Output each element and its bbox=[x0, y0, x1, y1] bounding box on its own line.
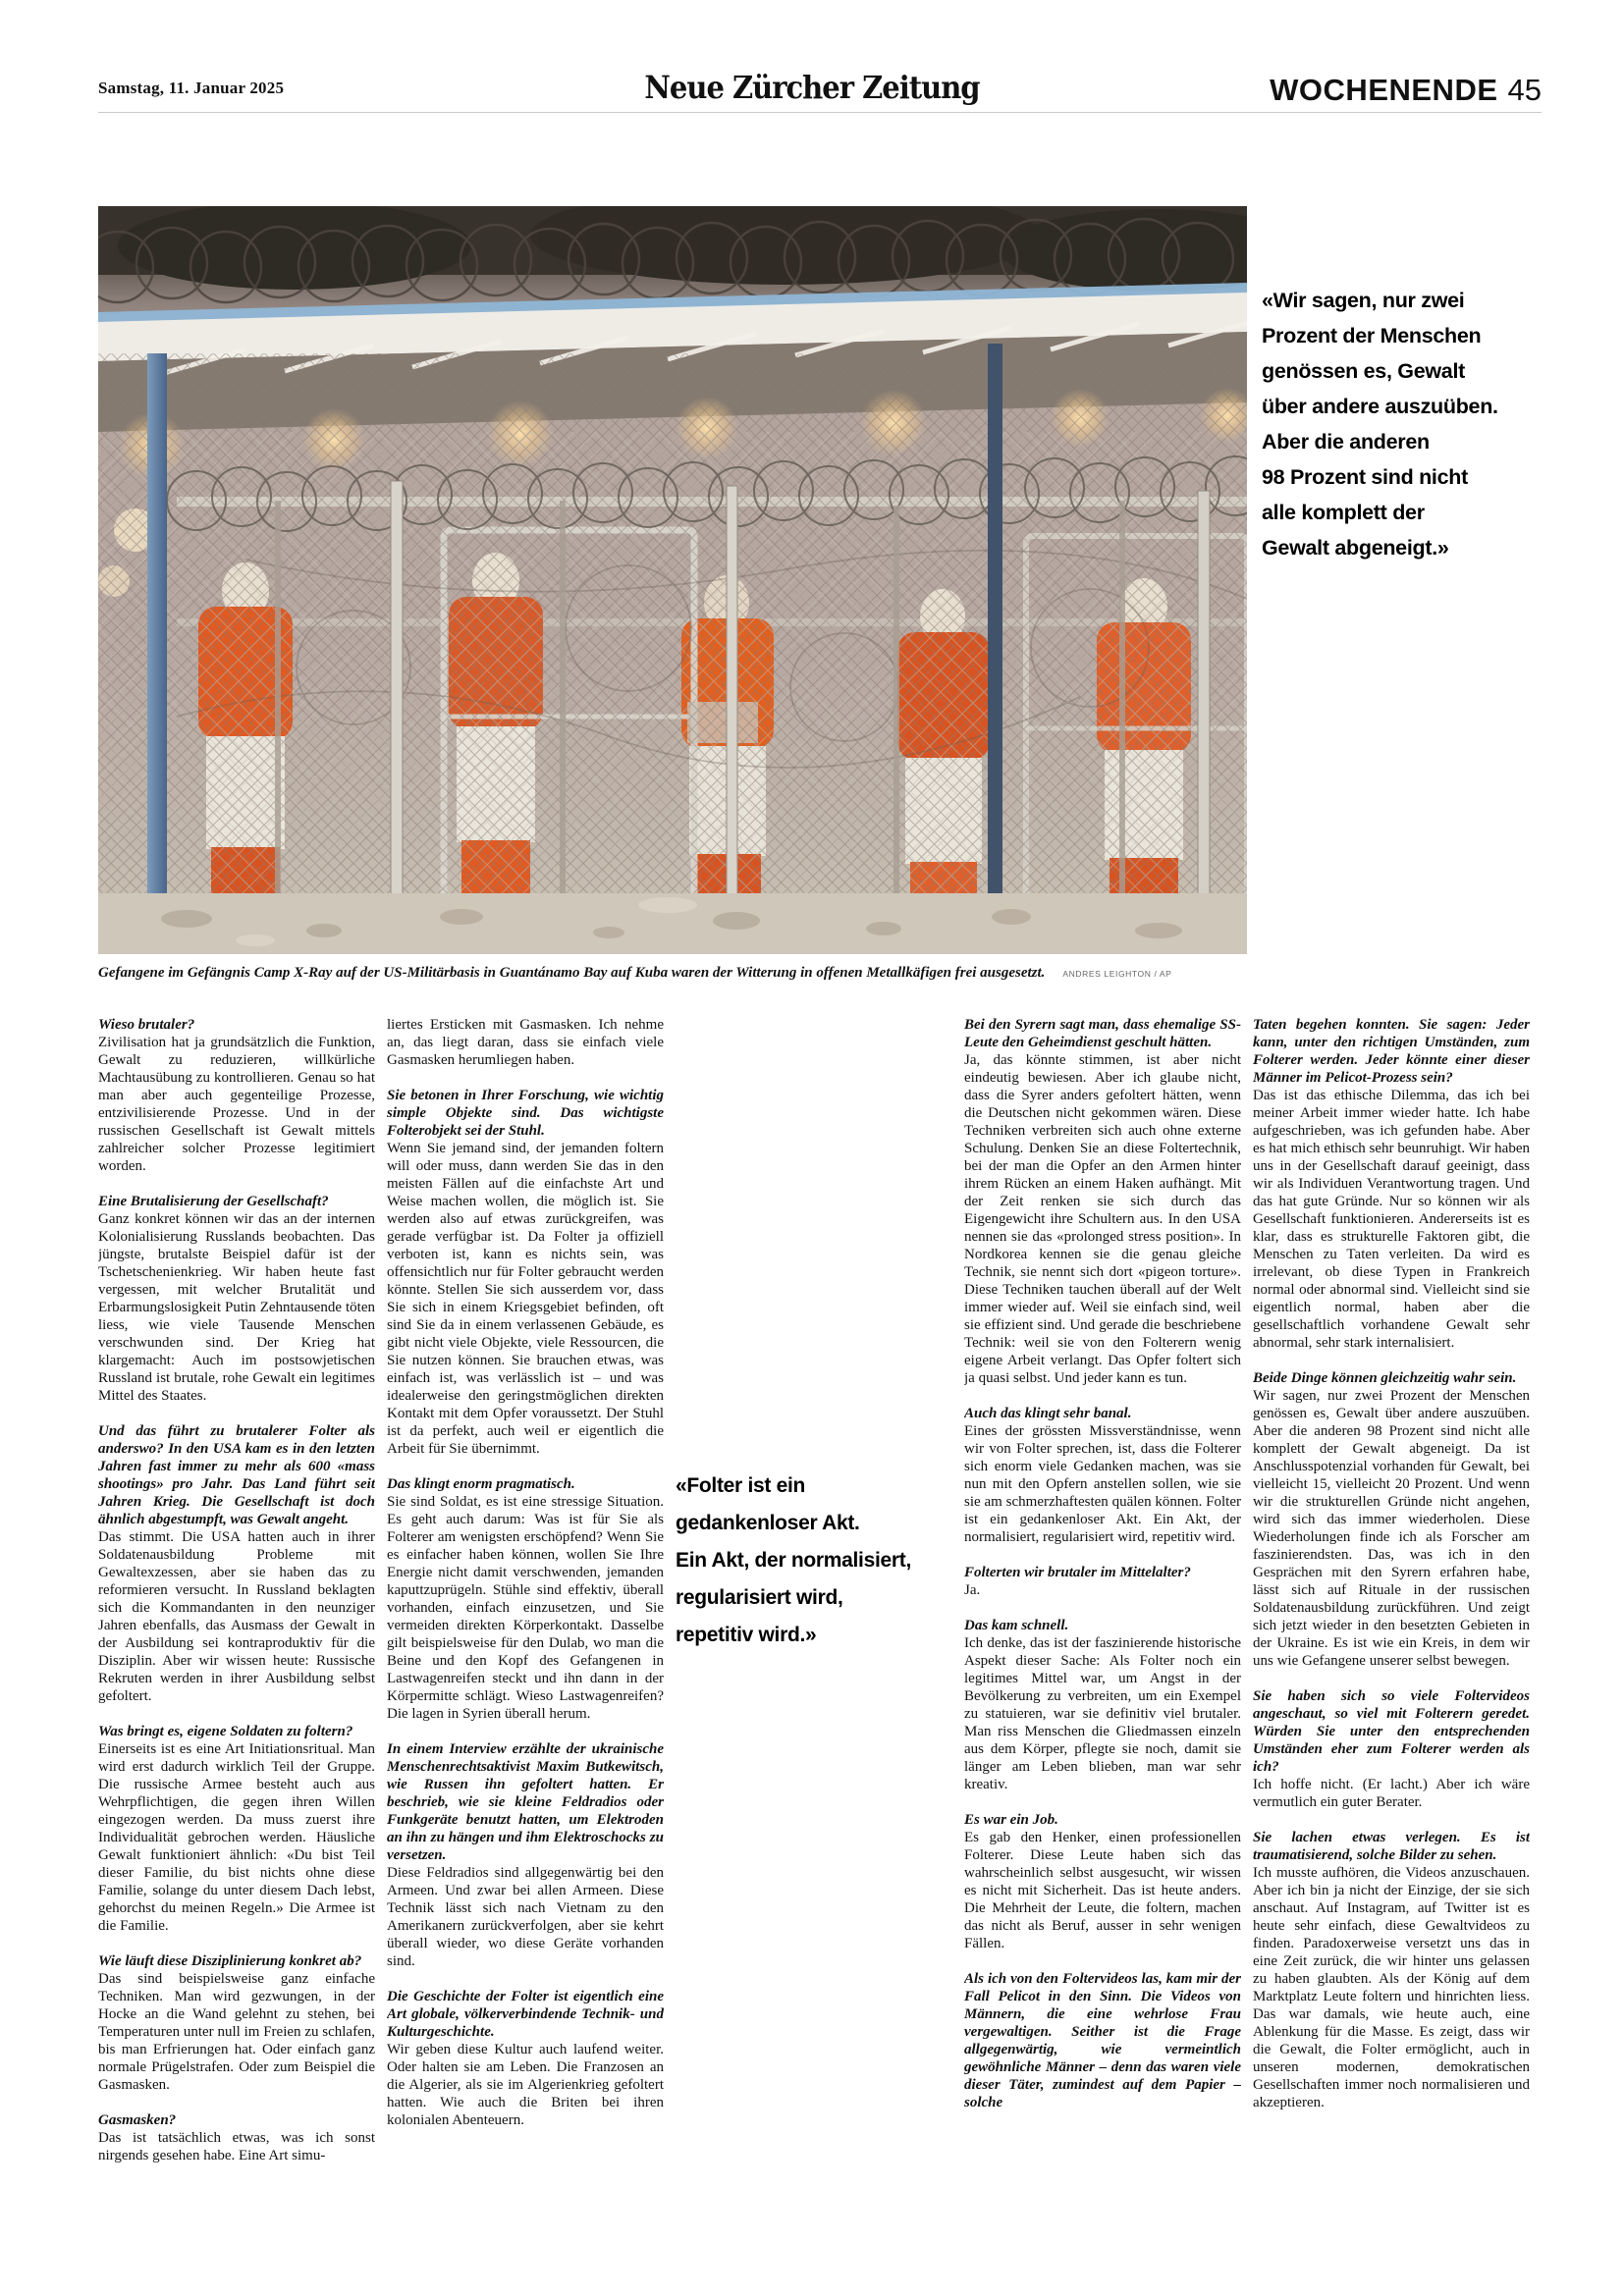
text-column-5 bbox=[1253, 1016, 1530, 2292]
interview-question: Auch das klingt sehr banal. bbox=[964, 1406, 1132, 1421]
pull-quote-line: genössen es, Gewalt bbox=[1262, 359, 1465, 383]
pull-quote-line: 98 Prozent sind nicht bbox=[1262, 465, 1468, 489]
pull-quote-line: Gewalt abgeneigt.» bbox=[1262, 536, 1449, 560]
interview-question: Was bringt es, eigene Soldaten zu foltern? bbox=[98, 1724, 353, 1739]
pull-quote-line: über andere auszuüben. bbox=[1262, 395, 1498, 418]
interview-question: Es war ein Job. bbox=[964, 1812, 1058, 1828]
pull-quote-line: gedankenloser Akt. bbox=[676, 1512, 860, 1534]
guantanamo-photo-illustration bbox=[98, 206, 1247, 954]
photo-caption: Gefangene im Gefängnis Camp X-Ray auf der US-Militärbasis in Guantánamo Bay auf Kuba waren der Witterung in offenen Metallkäfigen frei ausgesetzt. bbox=[98, 965, 1046, 981]
blue-pole-left bbox=[147, 353, 167, 954]
interview-answer: Ganz konkret können wir das an der internen Kolonialisierung Russlands beobachten. Das jüngste, brutalste Beispiel dafür ist der Tschetschenienkrieg. Wir haben heute fast vergessen, mit welcher Brutalität und Erbarmungslosigkeit Putin Zehntausende töten liess, wie viele Tausende Menschen verschwunden sind. Der Krieg hat klargemacht: Auch im postsowjetischen Russland ist brutale, rohe Gewalt ein legitimes Mittel des Staates. bbox=[98, 1211, 375, 1404]
interview-answer: Sie sind Soldat, es ist eine stressige Situation. Es geht auch darum: Was ist für Sie als Folterer am wenigsten erschöpfend? Wenn Sie es einfacher haben können, wollen Sie Ihre Energie nicht damit verschwenden, jemanden kaputtzuprügeln. Stühle sind effektiv, überall vorhanden, einfach einzusetzen, und Sie vermeiden direkten Körperkontakt. Dasselbe gilt beispielsweise für den Dulab, wo man die Beine und den Kopf des Gefangenen in Lastwagenreifen steckt und ihn dann in der Körpermitte schlägt. Wieso Lastwagenreifen? Die lagen in Syrien überall herum. bbox=[387, 1494, 664, 1722]
pull-quote-line: alle komplett der bbox=[1262, 501, 1425, 524]
interview-question: Beide Dinge können gleichzeitig wahr sein. bbox=[1253, 1370, 1517, 1386]
interview-answer: Ich denke, das ist der faszinierende historische Aspekt dieser Sache: Als Folter noch ein legitimes Mittel war, um Angst in der Bevölkerung zu verbreiten, um ein Exempel zu statuieren, war sie definitiv viel brutaler. Man riss Menschen die Gliedmassen einzeln aus dem Körper, pflegte sie noch, damit sie länger am Leben blieben, man war sehr kreativ. bbox=[964, 1635, 1241, 1792]
issue-date: Samstag, 11. Januar 2025 bbox=[98, 79, 285, 97]
interview-question: Als ich von den Foltervideos las, kam mir der Fall Pelicot in den Sinn. Die Videos von Männern, die eine wehrlose Frau vergewaltigen. Seither ist die Frage allgegenwärtig, wie vermeintlich gewöhnliche Männer – denn das waren viele dieser Täter, zumindest auf dem Papier – solche bbox=[964, 1971, 1241, 2110]
interview-answer: Wir sagen, nur zwei Prozent der Menschen genössen es, Gewalt über andere auszuüben. Aber die anderen 98 Prozent sind nicht alle komplett der Gewalt abgeneigt. Da ist Anschlusspotenzial vorhanden für Gewalt, bei vielleicht 15, vielleicht 20 Prozent. Und wenn wir die strukturellen Gründe nicht angehen, wird sich das immer wiederholen. Diese Wiederholungen finde ich als Forscher am faszinierendsten. Das, was ich in den Gesprächen mit den Syrern erfahren habe, lässt sich auf Rituale in der russischen Soldatenausbildung zurückführen. Und zeigt sich jetzt wieder in den besetzten Gebieten in der Ukraine. Es ist wie ein Kreis, in dem wir uns wie Gefangene unserer selbst bewegen. bbox=[1253, 1388, 1530, 1669]
interview-question: Wieso brutaler? bbox=[98, 1017, 195, 1033]
pull-quote-line: Ein Akt, der normalisiert, bbox=[676, 1549, 911, 1572]
interview-question: Folterten wir brutaler im Mittelalter? bbox=[964, 1565, 1191, 1580]
interview-question: Und das führt zu brutalerer Folter als anderswo? In den USA kam es in den letzten Jahren fast immer zu mehr als 600 «mass shootings» pro Jahr. Das Land führt seit Jahren Krieg. Die Gesellschaft ist doch ähnlich abgestumpft, was Gewalt angeht. bbox=[98, 1423, 375, 1527]
interview-answer: Ja. bbox=[964, 1582, 981, 1598]
pull-quote-line: regularisiert wird, bbox=[676, 1586, 843, 1609]
page-number: 45 bbox=[1507, 73, 1542, 107]
masthead: Neue Zürcher Zeitung bbox=[644, 69, 980, 106]
interview-answer: Ich hoffe nicht. (Er lacht.) Aber ich wäre vermutlich ein guter Berater. bbox=[1253, 1777, 1530, 1810]
interview-question: Wie läuft diese Disziplinierung konkret ab? bbox=[98, 1953, 362, 1969]
text-column-3 bbox=[676, 1016, 952, 2292]
interview-question: Sie haben sich so viele Foltervideos angeschaut, so viel mit Folterern geredet. Würden Sie unter den entsprechenden Umständen eher zum Folterer werden als ich? bbox=[1253, 1688, 1530, 1775]
interview-answer: Eines der grössten Missverständnisse, wenn wir von Folter sprechen, ist, dass die Folterer sich enorm viele Gedanken machen, was sie nun mit den Opfern anstellen sollen, wie sie sie am schmerzhaftesten quälen können. Folter ist ein gedankenloser Akt. Ein Akt, der normalisiert, regularisiert wird, repetitiv wird. bbox=[964, 1423, 1241, 1545]
interview-answer: Das ist tatsächlich etwas, was ich sonst nirgends gesehen habe. Eine Art simu- bbox=[98, 2130, 375, 2163]
pull-quote-line: Aber die anderen bbox=[1262, 430, 1430, 454]
interview-answer: Einerseits ist es eine Art Initiationsritual. Man wird erst dadurch wirklich Teil der Gruppe. Die russische Armee besteht auch aus Wehrpflichtigen, die gegen ihren Willen eingezogen werden. Da muss zuerst ihre Individualität gebrochen werden. Häusliche Gewalt funktioniert ähnlich: «Du bist Teil dieser Familie, du bist nichts ohne diese Familie, solange du unter diesem Dach lebst, gehorchst du meinen Regeln.» Die Armee ist die Familie. bbox=[98, 1741, 375, 1934]
text-column-2 bbox=[387, 1016, 664, 2292]
interview-question: Sie lachen etwas verlegen. Es ist traumatisierend, solche Bilder zu sehen. bbox=[1253, 1830, 1530, 1863]
text-column-4 bbox=[964, 1016, 1241, 2292]
interview-question: Sie betonen in Ihrer Forschung, wie wichtig simple Objekte sind. Das wichtigste Folterobjekt sei der Stuhl. bbox=[387, 1088, 664, 1139]
interview-answer: Wir geben diese Kultur auch laufend weiter. Oder halten sie am Leben. Die Franzosen an die Algerier, als sie im Algerienkrieg gefoltert hatten. Wie auch die Briten bei ihren kolonialen Abenteuern. bbox=[387, 2042, 664, 2128]
pull-quote-line: repetitiv wird.» bbox=[676, 1624, 817, 1646]
interview-question: In einem Interview erzählte der ukrainische Menschenrechtsaktivist Maxim Butkewitsch, wie Russen ihn gefoltert hatten. Er beschrieb, wie sie kleine Feldradios oder Funkgeräte benutzt hatten, um Elektroden an ihn zu hängen und ihm Elektroschocks zu versetzen. bbox=[387, 1741, 664, 1863]
interview-question: Die Geschichte der Folter ist eigentlich eine Art globale, völkerverbindende Technik- und Kulturgeschichte. bbox=[387, 1989, 664, 2040]
pull-quote-line: «Wir sagen, nur zwei bbox=[1262, 289, 1465, 312]
pull-quote-2 bbox=[676, 1468, 952, 1654]
interview-answer: Diese Feldradios sind allgegenwärtig bei den Armeen. Und zwar bei allen Armeen. Diese Technik lässt sich nach Vietnam zu den Amerikanern zurückverfolgen, aber sie kehrt überall wieder, wo diese Geräte vorhanden sind. bbox=[387, 1865, 664, 1969]
header-rule bbox=[98, 112, 1542, 113]
interview-question: Taten begehen konnten. Sie sagen: Jeder kann, unter den richtigen Umständen, zum Folterer werden. Jeder könnte einer dieser Männer im Pelicot-Prozess sein? bbox=[1253, 1017, 1530, 1086]
interview-answer: Ja, das könnte stimmen, ist aber nicht eindeutig bewiesen. Aber ich glaube nicht, dass die Syrer anders gefoltert hätten, wenn die Deutschen nicht gekommen wären. Diese Techniken verbreiten sich auch ohne externe Schulung. Denken Sie an diese Foltertechnik, bei der man die Opfer an den Armen hinter ihrem Rücken an einem Haken aufhängt. Mit der Zeit renken sie sich durch das Eigengewicht ihre Schultern aus. In den USA nennen sie das «prolonged stress position». In Nordkorea kennen sie die genau gleiche Technik, sie nennt sich dort «pigeon torture». Diese Techniken tauchen überall auf der Welt immer wieder auf. Weil sie einfach sind, weil sie effizient sind. Und gerade die beschriebene Technik: weil sie von den Folterern wenig eigene Arbeit verlangt. Das Opfer foltert sich ja quasi selbst. Und jeder kann es tun. bbox=[964, 1052, 1241, 1386]
interview-question: Eine Brutalisierung der Gesellschaft? bbox=[98, 1194, 329, 1209]
interview-answer: Wenn Sie jemand sind, der jemanden foltern will oder muss, dann werden Sie das in den meisten Fällen auf die einfachste Art und Weise machen wollen, die möglich ist. Sie werden also auf etwas zurückgreifen, was gerade verfügbar ist. Da Folter ja offiziell verboten ist, kann es nichts sein, was offensichtlich nur für Folter gebraucht werden könnte. Stellen Sie sich ausserdem vor, dass Sie sich in einem Kriegsgebiet befinden, oft sind Sie da in einem verlassenen Gebäude, es gibt nicht viele Objekte, viele Ressourcen, die Sie nutzen können. Sie brauchen etwas, was einfach ist, was verlässlich ist – und was idealerweise den geringstmöglichen direkten Kontakt mit dem Opfer voraussetzt. Der Stuhl ist da perfekt, auch weil er eigentlich die Arbeit für Sie übernimmt. bbox=[387, 1141, 664, 1457]
interview-answer: Es gab den Henker, einen professionellen Folterer. Diese Leute haben sich das wahrscheinlich selbst ausgesucht, wir wissen es nicht mit Sicherheit. Das ist heute anders. Die Mehrheit der Leute, die foltern, machen das nicht als Beruf, ausser in sehr wenigen Fällen. bbox=[964, 1830, 1241, 1951]
interview-answer: Das sind beispielsweise ganz einfache Techniken. Man wird gezwungen, in der Hocke an die Wand gelehnt zu stehen, bei Temperaturen unter null im Freien zu schlafen, bis man Erfrierungen hat. Oder einfach ganz normale Prügelstrafen. Oder zum Beispiel die Gasmasken. bbox=[98, 1971, 375, 2093]
photo-credit: ANDRES LEIGHTON / AP bbox=[1062, 969, 1172, 979]
section-header bbox=[1270, 73, 1542, 108]
interview-answer: Ich musste aufhören, die Videos anzuschauen. Aber ich bin ja nicht der Einzige, der sie sich anschaut. Auf Instagram, auf Twitter ist es heute sehr einfach, diese Gewaltvideos zu finden. Paradoxerweise versetzt uns das in eine Zeit zurück, die wir hinter uns gelassen zu haben glaubten. Als der König auf dem Marktplatz Leute foltern und hinrichten liess. Das war damals, wie heute auch, eine Ablenkung für die Masse. Es zeigt, dass wir die Gewalt, die Folter ermöglicht, auch in unseren modernen, demokratischen Gesellschaften immer noch normalisieren und akzeptieren. bbox=[1253, 1865, 1530, 2110]
interview-answer: Zivilisation hat ja grundsätzlich die Funktion, Gewalt zu reduzieren, willkürliche Machtausübung zu kontrollieren. Genau so hat man aber auch gegenteilige Prozesse, entzivilisierende Prozesse. Und in der russischen Gesellschaft ist Gewalt mittels zahlreicher solcher Prozesse legitimiert worden. bbox=[98, 1035, 375, 1174]
section-name: WOCHENENDE bbox=[1270, 73, 1498, 107]
blue-pole-right bbox=[988, 344, 1002, 954]
article-photo bbox=[98, 206, 1247, 954]
interview-question: Gasmasken? bbox=[98, 2112, 177, 2128]
interview-answer: Das stimmt. Die USA hatten auch in ihrer Soldatenausbildung Probleme mit Gewaltexzessen, aber sie haben das zu reformieren versucht. In Russland beklagten sich die Kommandanten in den neunziger Jahren ebenfalls, das Ausmass der Gewalt in der Ausbildung sei kontraproduktiv für die Disziplin. Aber wir wissen heute: Russische Rekruten werden in ihrer Ausbildung selbst gefoltert. bbox=[98, 1529, 375, 1704]
article-body bbox=[98, 1016, 1530, 2292]
text-column-1 bbox=[98, 1016, 375, 2292]
interview-answer: liertes Ersticken mit Gasmasken. Ich nehme an, das liegt daran, dass sie einfach viele Gasmasken herumliegen haben. bbox=[387, 1017, 664, 1068]
photo-caption-row bbox=[98, 964, 1453, 982]
pull-quote-line: «Folter ist ein bbox=[676, 1474, 806, 1497]
pull-quote-1 bbox=[1262, 283, 1498, 565]
interview-question: Das klingt enorm pragmatisch. bbox=[387, 1476, 575, 1492]
interview-question: Bei den Syrern sagt man, dass ehemalige SS-Leute den Geheimdienst geschult hätten. bbox=[964, 1017, 1241, 1050]
interview-answer: Das ist das ethische Dilemma, das ich bei meiner Arbeit immer wieder hatte. Ich habe aufgeschrieben, was ich gefunden habe. Aber es hat mich ethisch sehr beunruhigt. Wir haben uns in der Gesellschaft darauf geeinigt, dass wir als Individuen Verantwortung tragen. Und das hat gute Gründe. Nur so können wir als Gesellschaft funktionieren. Andererseits ist es klar, dass es strukturelle Faktoren gibt, die Menschen zu Taten verleiten. Da wird es irrelevant, ob diese Typen in Frankreich normal oder abnormal sind. Vielleicht sind sie eigentlich normal, haben aber die gesellschaftlich vorhandene Gewalt sehr abnormal, sehr stark internalisiert. bbox=[1253, 1088, 1530, 1351]
pull-quote-line: Prozent der Menschen bbox=[1262, 324, 1482, 347]
interview-question: Das kam schnell. bbox=[964, 1618, 1069, 1633]
